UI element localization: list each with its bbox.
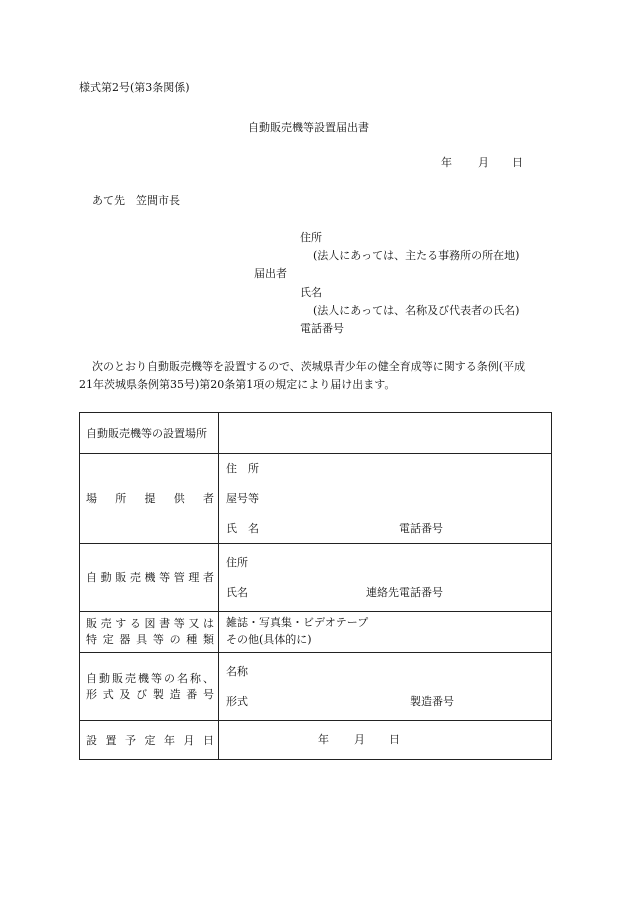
form-title: 自動販売機等設置届出書 — [248, 121, 369, 134]
item-types-label-line-2: 特定器具等の種類 — [86, 633, 214, 646]
machine-manager-label: 自動販売機等管理者 — [86, 571, 214, 584]
provider-address-label: 住 所 — [226, 462, 259, 475]
item-types-label-line-1: 販売する図書等又は — [86, 617, 214, 630]
intro-line-1: 次のとおり自動販売機等を設置するので、茨城県青少年の健全育成等に関する条例(平成 — [92, 360, 526, 373]
installation-day-label: 日 — [389, 733, 400, 746]
item-types-label-cell — [80, 612, 219, 653]
applicant-address-note: (法人にあっては、主たる事務所の所在地) — [313, 249, 520, 262]
form-number: 様式第2号(第3条関係) — [79, 81, 190, 94]
manager-address-label: 住所 — [226, 556, 248, 569]
machine-name-label: 名称 — [226, 665, 248, 678]
installation-date-field[interactable] — [219, 721, 552, 760]
table-row-installation-date — [80, 721, 552, 760]
applicant-phone-label: 電話番号 — [300, 322, 344, 335]
premises-provider-field[interactable] — [219, 454, 552, 544]
installation-month-label: 月 — [354, 733, 365, 746]
provider-name-label: 氏 名 — [226, 522, 259, 535]
table-row-installation-location — [80, 413, 552, 454]
installation-location-field[interactable] — [219, 413, 552, 454]
premises-provider-label-cell — [80, 454, 219, 544]
item-types-field[interactable] — [219, 612, 552, 653]
intro-line-2: 21年茨城県条例第35号)第20条第1項の規定により届け出ます。 — [79, 378, 396, 391]
date-year-label: 年 — [441, 156, 452, 169]
registration-table — [79, 412, 552, 760]
machine-details-label-cell — [80, 653, 219, 721]
provider-phone-label: 電話番号 — [399, 522, 443, 535]
applicant-address-label: 住所 — [300, 231, 322, 244]
machine-serial-label: 製造番号 — [410, 695, 454, 708]
manager-name-label: 氏名 — [226, 586, 248, 599]
table-row-premises-provider — [80, 454, 552, 544]
machine-details-label-line-2: 形式及び製造番号 — [86, 687, 214, 701]
installation-location-label-cell — [80, 413, 219, 454]
applicant-name-label: 氏名 — [300, 286, 322, 299]
machine-details-field[interactable] — [219, 653, 552, 721]
machine-manager-label-cell — [80, 544, 219, 612]
table-row-item-types — [80, 612, 552, 653]
machine-model-label: 形式 — [226, 695, 248, 708]
applicant-name-note: (法人にあっては、名称及び代表者の氏名) — [313, 304, 520, 317]
provider-shop-name-label: 屋号等 — [226, 492, 259, 505]
item-type-option-1: 雑誌・写真集・ビデオテープ — [226, 616, 369, 629]
date-month-label: 月 — [478, 156, 489, 169]
installation-date-label: 設置予定年月日 — [86, 733, 214, 747]
manager-phone-label: 連絡先電話番号 — [366, 586, 443, 599]
item-type-option-2: その他(具体的に) — [226, 633, 312, 646]
table-row-machine-details — [80, 653, 552, 721]
table-row-machine-manager — [80, 544, 552, 612]
applicant-label: 届出者 — [254, 267, 287, 280]
installation-location-label: 自動販売機等の設置場所 — [86, 426, 207, 440]
premises-provider-label: 場所提供者 — [86, 492, 214, 505]
machine-details-label-line-1: 自動販売機等の名称、 — [86, 671, 214, 685]
installation-year-label: 年 — [318, 733, 329, 746]
addressee: あて先 笠間市長 — [92, 194, 180, 207]
date-day-label: 日 — [512, 156, 523, 169]
machine-manager-field[interactable] — [219, 544, 552, 612]
installation-date-label-cell — [80, 721, 219, 760]
